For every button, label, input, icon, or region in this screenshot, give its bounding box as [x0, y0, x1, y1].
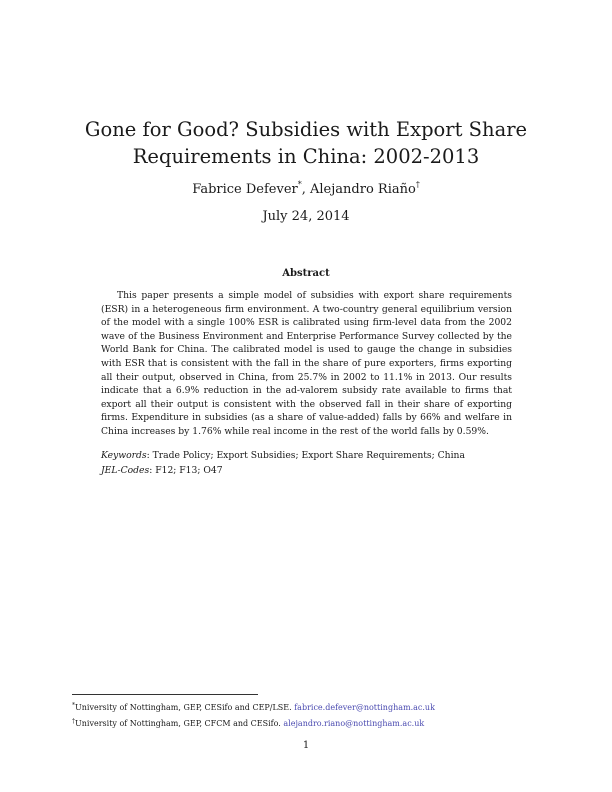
author-list [0, 180, 612, 197]
footnote-2-mark: † [72, 718, 75, 725]
abstract-line: (ESR) in a heterogeneous firm environment. A two-country general equilibrium version [101, 303, 512, 315]
footnote-1-email-link[interactable]: fabrice.defever@nottingham.ac.uk [294, 703, 435, 712]
keywords-label: Keywords [101, 450, 147, 461]
paper-title [0, 116, 612, 170]
title-line-2: Requirements in China: 2002-2013 [132, 145, 480, 168]
abstract-line: This paper presents a simple model of subsidies with export share requirements [117, 290, 512, 301]
footnote-2 [72, 715, 542, 731]
jel-codes-label: JEL-Codes [101, 465, 150, 476]
footnote-1 [72, 699, 542, 715]
footnote-1-mark: * [72, 702, 75, 709]
title-line-1: Gone for Good? Subsidies with Export Share [84, 118, 528, 141]
footnotes [72, 699, 542, 731]
author-1-footnote-mark[interactable]: * [297, 180, 302, 189]
keywords-text: : Trade Policy; Export Subsidies; Export Share Requirements; China [146, 450, 465, 461]
author-2: Alejandro Riaño [310, 182, 416, 197]
author-1: Fabrice Defever [192, 182, 298, 197]
abstract-line: all their output, observed in China, from 25.7% in 2002 to 11.1% in 2013. Our results [101, 371, 512, 383]
footnote-divider [72, 694, 258, 695]
abstract-line: China increases by 1.76% while real income in the rest of the world falls by 0.59%. [101, 425, 489, 437]
page-number: 1 [302, 740, 310, 751]
abstract-line: wave of the Business Environment and Enterprise Performance Survey collected by the [101, 330, 512, 342]
author-2-footnote-mark[interactable]: † [415, 180, 420, 189]
abstract-line: export all their output is consistent with the observed fall in their share of exporting [101, 398, 512, 410]
footnote-1-text: University of Nottingham, GEP, CESifo and CEP/LSE. [75, 703, 295, 712]
abstract-line: firms. Expenditure in subsidies (as a share of value-added) falls by 66% and welfare in [101, 412, 512, 424]
footnote-2-text: University of Nottingham, GEP, CFCM and CESifo. [75, 719, 284, 728]
abstract-line: of the model with a single 100% ESR is calibrated using firm-level data from the 2002 [101, 317, 512, 329]
abstract-line: World Bank for China. The calibrated model is used to gauge the change in subsidies [101, 344, 512, 356]
footnote-2-email-link[interactable]: alejandro.riano@nottingham.ac.uk [283, 719, 425, 728]
jel-codes-text: : F12; F13; O47 [149, 465, 223, 476]
paper-date: July 24, 2014 [262, 209, 350, 224]
keywords-line [101, 448, 512, 463]
keywords-block [101, 448, 512, 478]
author-separator: , [301, 182, 311, 197]
abstract-line: indicate that a 6.9% reduction in the ad-valorem subsidy rate available to firms that [101, 385, 512, 397]
abstract-line: with ESR that is consistent with the fall in the share of pure exporters, firms exporting [101, 357, 512, 369]
jel-codes-line [101, 463, 512, 478]
abstract-heading: Abstract [282, 268, 330, 279]
abstract-body [101, 289, 512, 439]
